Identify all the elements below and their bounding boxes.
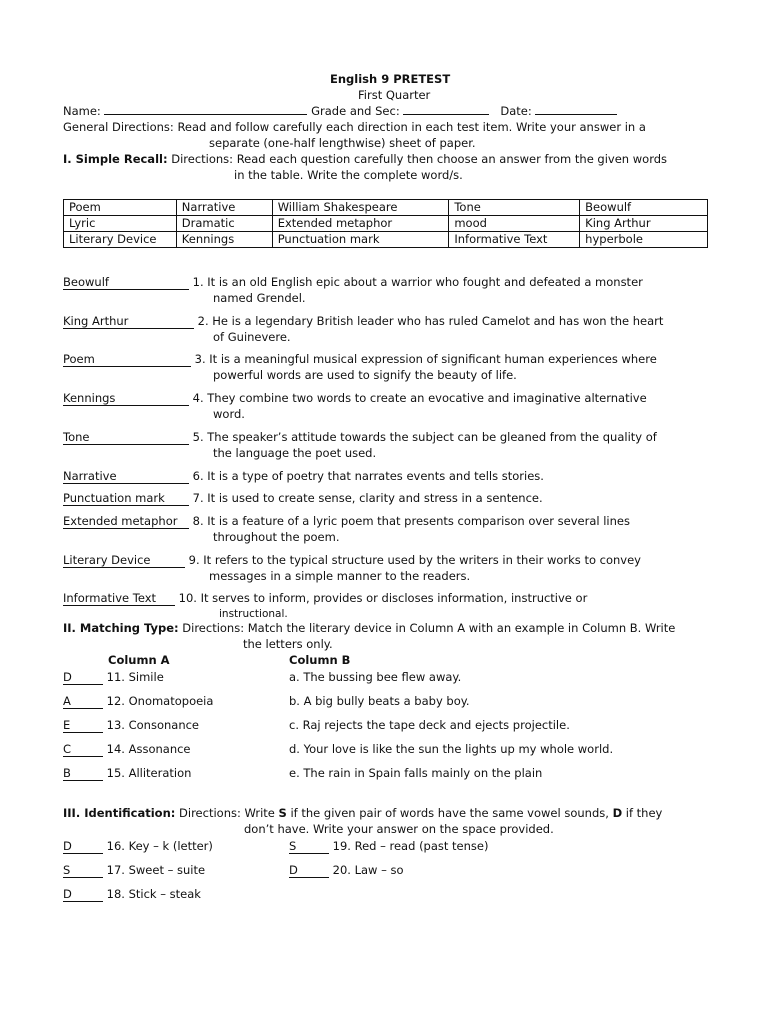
- answer-field[interactable]: Informative Text: [63, 592, 175, 606]
- grade-field[interactable]: [403, 104, 489, 115]
- answer-field[interactable]: King Arthur: [63, 315, 194, 329]
- general-directions-text: Read and follow carefully each direction in each test item. Write your answer in a: [177, 120, 646, 134]
- question-text-cont: the language the poet used.: [213, 446, 377, 460]
- table-cell: Beowulf: [580, 200, 708, 216]
- table-cell: Kennings: [176, 232, 272, 248]
- question-text-cont: named Grendel.: [213, 291, 306, 305]
- column-a-text: 12. Onomatopoeia: [106, 694, 214, 708]
- table-cell: Dramatic: [176, 216, 272, 232]
- answer-field[interactable]: D: [63, 840, 103, 854]
- table-cell: Literary Device: [64, 232, 177, 248]
- part1-directions: [63, 152, 667, 166]
- recall-item-1: [63, 274, 723, 306]
- question-text: 1. It is an old English epic about a warrior who fought and defeated a monster: [192, 275, 643, 289]
- table-cell: mood: [449, 216, 580, 232]
- question-text: 6. It is a type of poetry that narrates events and tells stories.: [192, 469, 544, 483]
- recall-item-9: [63, 552, 723, 584]
- table-cell: Narrative: [176, 200, 272, 216]
- s-letter: S: [278, 806, 287, 820]
- question-text: 2. He is a legendary British leader who has ruled Camelot and has won the heart: [197, 314, 664, 328]
- answer-field[interactable]: B: [63, 767, 103, 781]
- answer-field[interactable]: C: [63, 743, 103, 757]
- question-text-cont: messages in a simple manner to the readers.: [209, 569, 471, 583]
- column-a-text: 15. Alliteration: [106, 766, 192, 780]
- general-directions-cont: separate (one-half lengthwise) sheet of paper.: [209, 136, 476, 150]
- column-b-label: Column B: [289, 653, 351, 667]
- matching-choice-d: d. Your love is like the sun the lights up my whole world.: [289, 742, 614, 756]
- recall-item-3: [63, 351, 723, 383]
- table-cell: William Shakespeare: [272, 200, 449, 216]
- item-text: 20. Law – so: [332, 863, 404, 877]
- matching-choice-a: a. The bussing bee flew away.: [289, 670, 462, 684]
- matching-choice-e: e. The rain in Spain falls mainly on the plain: [289, 766, 543, 780]
- recall-item-10: [63, 590, 723, 622]
- part2-directions-text: Directions: Match the literary device in Column A with an example in Column B. Write: [182, 621, 676, 635]
- question-text: 8. It is a feature of a lyric poem that presents comparison over several lines: [192, 514, 630, 528]
- table-cell: Punctuation mark: [272, 232, 449, 248]
- answer-field[interactable]: Poem: [63, 353, 191, 367]
- general-directions-label: General Directions:: [63, 120, 174, 134]
- table-row: [64, 232, 708, 248]
- recall-item-5: [63, 429, 723, 461]
- answer-field[interactable]: Tone: [63, 431, 189, 445]
- name-field[interactable]: [104, 104, 307, 115]
- identification-item-16: [63, 838, 213, 854]
- answer-field[interactable]: D: [63, 671, 103, 685]
- recall-item-7: [63, 490, 723, 506]
- date-field[interactable]: [535, 104, 617, 115]
- table-cell: King Arthur: [580, 216, 708, 232]
- identification-item-18: [63, 886, 201, 902]
- part3-directions-post: if they: [622, 806, 663, 820]
- question-text-cont: throughout the poem.: [213, 530, 340, 544]
- part2-heading: II. Matching Type:: [63, 621, 179, 635]
- question-text: 5. The speaker’s attitude towards the subject can be gleaned from the quality of: [192, 430, 657, 444]
- matching-choice-c: c. Raj rejects the tape deck and ejects projectile.: [289, 718, 570, 732]
- answer-field[interactable]: Beowulf: [63, 276, 189, 290]
- table-cell: Lyric: [64, 216, 177, 232]
- answer-field[interactable]: D: [289, 864, 329, 878]
- part1-directions-text: Directions: Read each question carefully then choose an answer from the given words: [171, 152, 668, 166]
- name-line: [63, 104, 617, 118]
- item-text: 19. Red – read (past tense): [332, 839, 489, 853]
- answer-field[interactable]: Punctuation mark: [63, 492, 189, 506]
- part3-heading: III. Identification:: [63, 806, 176, 820]
- question-text-cont: of Guinevere.: [213, 330, 291, 344]
- table-row: [64, 200, 708, 216]
- part3-directions-pre: Directions: Write: [179, 806, 279, 820]
- part2-directions: [63, 621, 675, 635]
- question-text: 3. It is a meaningful musical expression of significant human experiences where: [194, 352, 657, 366]
- answer-field[interactable]: E: [63, 719, 103, 733]
- matching-item-13: [63, 717, 199, 733]
- answer-field[interactable]: S: [63, 864, 103, 878]
- matching-item-11: [63, 669, 164, 685]
- column-a-text: 11. Simile: [106, 670, 164, 684]
- recall-item-8: [63, 513, 723, 545]
- part2-directions-cont: the letters only.: [243, 637, 333, 651]
- part3-directions-cont: don’t have. Write your answer on the space provided.: [244, 822, 554, 836]
- matching-choice-b: b. A big bully beats a baby boy.: [289, 694, 470, 708]
- question-text: 10. It serves to inform, provides or discloses information, instructive or: [178, 591, 588, 605]
- recall-item-2: [63, 313, 723, 345]
- d-letter: D: [612, 806, 623, 820]
- item-text: 16. Key – k (letter): [106, 839, 213, 853]
- part1-directions-cont: in the table. Write the complete word/s.: [234, 168, 463, 182]
- part3-directions-mid: if the given pair of words have the same vowel sounds,: [286, 806, 613, 820]
- answer-field[interactable]: S: [289, 840, 329, 854]
- question-text-cont: powerful words are used to signify the beauty of life.: [213, 368, 517, 382]
- identification-item-17: [63, 862, 205, 878]
- table-cell: Extended metaphor: [272, 216, 449, 232]
- question-text: 4. They combine two words to create an evocative and imaginative alternative: [192, 391, 647, 405]
- word-bank-table: [63, 199, 708, 248]
- table-cell: Informative Text: [449, 232, 580, 248]
- column-a-text: 14. Assonance: [106, 742, 191, 756]
- name-label: Name:: [63, 104, 101, 118]
- page-title: English 9 PRETEST: [330, 72, 451, 86]
- question-text: 9. It refers to the typical structure used by the writers in their works to convey: [188, 553, 641, 567]
- matching-item-15: [63, 765, 191, 781]
- grade-label: Grade and Sec:: [311, 104, 400, 118]
- question-text: 7. It is used to create sense, clarity and stress in a sentence.: [192, 491, 543, 505]
- date-label: Date:: [500, 104, 532, 118]
- matching-item-12: [63, 693, 213, 709]
- answer-field[interactable]: Literary Device: [63, 554, 185, 568]
- answer-field[interactable]: Extended metaphor: [63, 515, 189, 529]
- general-directions: [63, 120, 646, 134]
- answer-field[interactable]: Kennings: [63, 392, 189, 406]
- part1-heading: I. Simple Recall:: [63, 152, 168, 166]
- identification-item-19: [289, 838, 488, 854]
- quarter-label: First Quarter: [358, 88, 431, 102]
- table-cell: Poem: [64, 200, 177, 216]
- column-a-label: Column A: [108, 653, 170, 667]
- question-text-cont: instructional.: [219, 608, 288, 620]
- matching-item-14: [63, 741, 191, 757]
- item-text: 18. Stick – steak: [106, 887, 201, 901]
- item-text: 17. Sweet – suite: [106, 863, 206, 877]
- question-text-cont: word.: [213, 407, 245, 421]
- recall-item-6: [63, 468, 723, 484]
- answer-field[interactable]: A: [63, 695, 103, 709]
- identification-item-20: [289, 862, 404, 878]
- column-a-text: 13. Consonance: [106, 718, 200, 732]
- answer-field[interactable]: Narrative: [63, 470, 189, 484]
- recall-item-4: [63, 390, 723, 422]
- table-row: [64, 216, 708, 232]
- part3-directions: [63, 806, 662, 820]
- table-cell: hyperbole: [580, 232, 708, 248]
- answer-field[interactable]: D: [63, 888, 103, 902]
- table-cell: Tone: [449, 200, 580, 216]
